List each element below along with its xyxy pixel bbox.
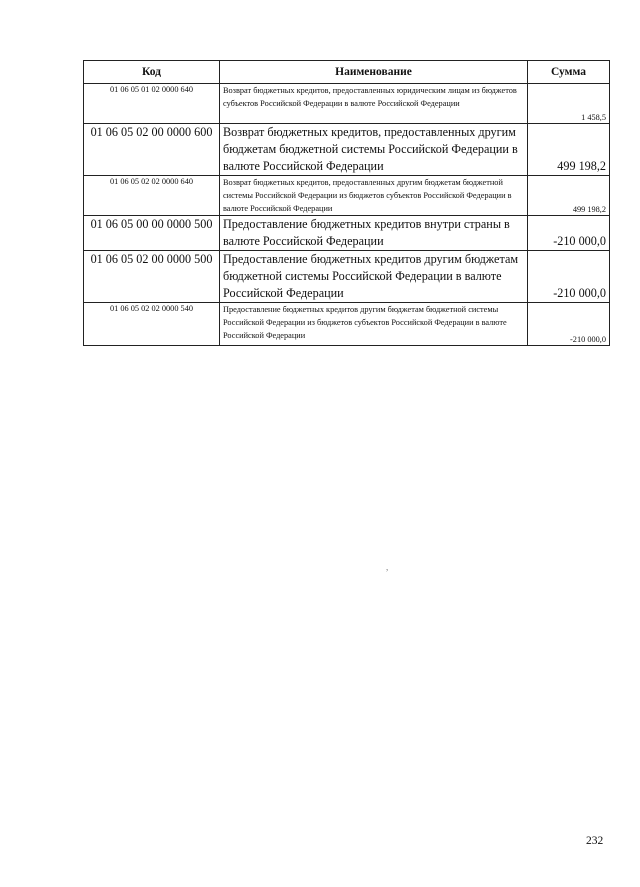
row-sum: 499 198,2: [528, 124, 610, 176]
row-code: 01 06 05 02 00 0000 500: [84, 251, 220, 303]
table-row: [84, 251, 610, 303]
table-row: [84, 303, 610, 346]
header-sum: Сумма: [528, 61, 610, 84]
table-header-row: [84, 61, 610, 84]
row-name: Предоставление бюджетных кредитов внутри страны в валюте Российской Федерации: [220, 216, 528, 251]
row-name: Возврат бюджетных кредитов, предоставленных юридическим лицам из бюджетов субъектов Российской Федерации в валюте Российской Федерации: [220, 84, 528, 124]
table-row: [84, 84, 610, 124]
row-sum: 1 458,5: [528, 84, 610, 124]
row-sum: -210 000,0: [528, 251, 610, 303]
table-row: [84, 216, 610, 251]
row-code: 01 06 05 01 02 0000 640: [84, 84, 220, 124]
table-row: [84, 124, 610, 176]
row-sum: 499 198,2: [528, 176, 610, 216]
row-sum: -210 000,0: [528, 216, 610, 251]
row-code: 01 06 05 02 02 0000 640: [84, 176, 220, 216]
table-row: [84, 176, 610, 216]
header-name: Наименование: [220, 61, 528, 84]
budget-table: [83, 60, 610, 346]
row-code: 01 06 05 02 02 0000 540: [84, 303, 220, 346]
row-sum: -210 000,0: [528, 303, 610, 346]
header-code: Код: [84, 61, 220, 84]
row-code: 01 06 05 00 00 0000 500: [84, 216, 220, 251]
row-name: Возврат бюджетных кредитов, предоставленных другим бюджетам бюджетной системы Российской Федерации из бюджетов субъектов Российской Федерации в валюте Российской Федерации: [220, 176, 528, 216]
page-number: 232: [586, 835, 604, 847]
row-name: Предоставление бюджетных кредитов другим бюджетам бюджетной системы Российской Федерации из бюджетов субъектов Российской Федерации в валюте Российской Федерации: [220, 303, 528, 346]
row-name: Возврат бюджетных кредитов, предоставленных другим бюджетам бюджетной системы Российской Федерации в валюте Российской Федерации: [220, 124, 528, 176]
row-code: 01 06 05 02 00 0000 600: [84, 124, 220, 176]
row-name: Предоставление бюджетных кредитов другим бюджетам бюджетной системы Российской Федерации в валюте Российской Федерации: [220, 251, 528, 303]
stray-mark: ,: [386, 562, 389, 572]
